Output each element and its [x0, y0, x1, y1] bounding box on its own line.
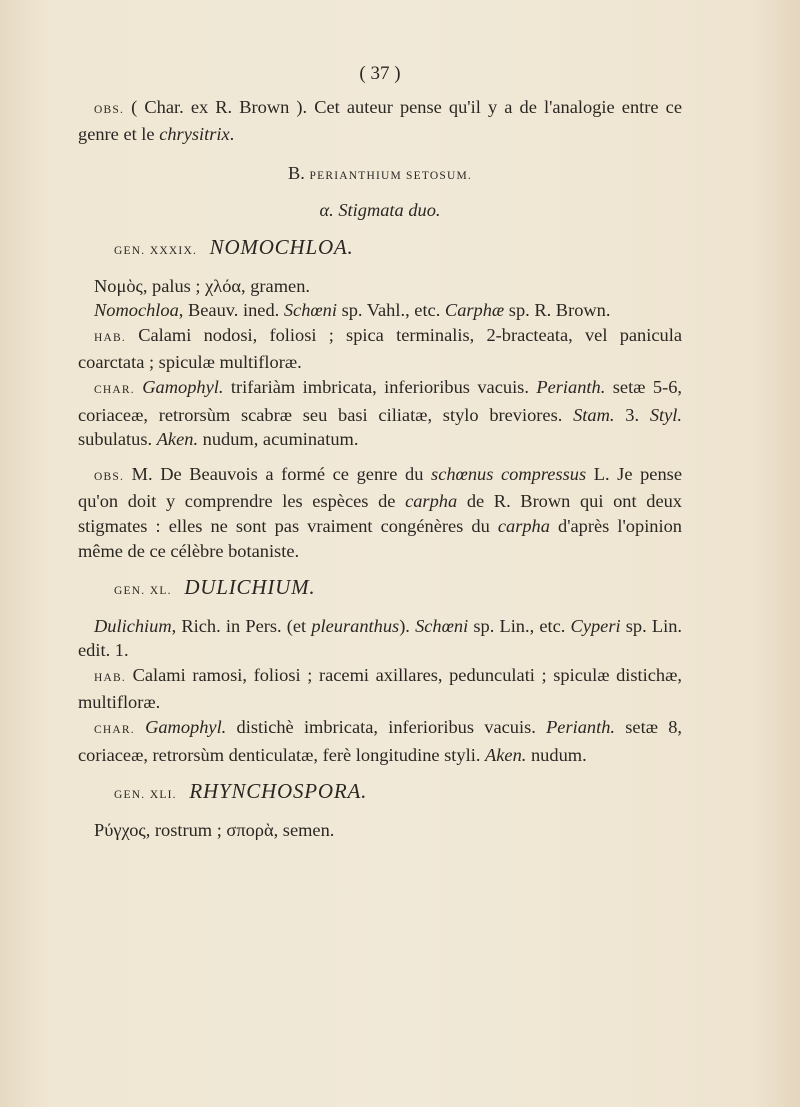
section-heading-b	[78, 161, 682, 189]
char-italic: Styl.	[649, 404, 682, 425]
obs-end: .	[229, 124, 235, 145]
char-text: nudum, acuminatum.	[198, 429, 359, 450]
char-text: setæ 8, coriaceæ, retrorsùm denticulatæ, ferè longitudine styli.	[78, 717, 682, 765]
char-italic: Stam.	[573, 404, 615, 425]
hab-text: Calami nodosi, foliosi ; spica terminalis, 2-bracteata, vel panicula coarctata ; spiculæ multifloræ.	[78, 324, 682, 373]
obs-label: OBS.	[94, 470, 125, 483]
char-label: CHAR.	[94, 383, 135, 396]
section-title: PERIANTHIUM SETOSUM.	[309, 169, 472, 182]
char-text: trifariàm imbricata, inferioribus vacuis.	[223, 376, 537, 397]
char-italic: Aken.	[156, 429, 199, 450]
subsection-title: Stigmata duo.	[338, 200, 441, 221]
char-italic: Perianth.	[546, 717, 616, 738]
synonym-italic: Carphæ	[444, 300, 505, 321]
char-text: nudum.	[526, 744, 587, 765]
char-paragraph	[78, 715, 682, 767]
synonym-text: , Beauv. ined.	[178, 300, 284, 321]
synonym-italic: pleuranthus	[311, 615, 400, 636]
hab-paragraph	[78, 663, 682, 715]
genus-name: RHYNCHOSPORA.	[189, 779, 368, 804]
synonym-text: , Rich. in Pers. (et	[171, 615, 312, 636]
genus-heading-41	[114, 779, 682, 808]
etymology: Νομὸς, palus ; χλόα, gramen.	[94, 275, 310, 296]
synonym-text: sp. Lin. edit. 1.	[78, 615, 683, 661]
text-block	[78, 62, 682, 842]
subsection-heading	[78, 198, 682, 223]
synonym-italic: Nomochloa	[94, 300, 179, 321]
obs-italic: carpha	[405, 491, 458, 512]
char-italic: Aken.	[485, 744, 527, 765]
synonym-italic: Cyperi	[570, 615, 621, 636]
char-text: distichè imbricata, inferioribus vacuis.	[226, 717, 547, 738]
spacer	[78, 452, 682, 462]
obs-paragraph	[78, 95, 682, 147]
synonym-text: ).	[399, 615, 416, 636]
synonyms-paragraph	[78, 614, 682, 663]
char-italic: Gamophyl.	[142, 376, 224, 397]
char-text: subulatus.	[78, 429, 157, 450]
synonym-text: sp. Lin., etc.	[468, 615, 571, 636]
genus-heading-40	[114, 575, 682, 604]
char-paragraph	[78, 375, 682, 452]
section-letter: B.	[288, 162, 305, 183]
hab-text: Calami ramosi, foliosi ; racemi axillares, pedunculati ; spiculæ distichæ, multifloræ.	[78, 664, 682, 713]
char-italic: Perianth.	[536, 376, 606, 397]
hab-label: HAB.	[94, 671, 126, 684]
obs-italic: schœnus compressus	[431, 463, 587, 484]
genus-name: DULICHIUM.	[184, 575, 316, 600]
genus-number: XXXIX.	[149, 244, 198, 257]
synonym-italic: Dulichium	[94, 615, 172, 636]
obs-text: ( Char. ex R. Brown ). Cet auteur pense qu'il y a de l'analogie entre ce genre et le	[78, 96, 682, 145]
obs-paragraph-2	[78, 462, 682, 563]
synonym-italic: Schœni	[415, 615, 469, 636]
synonym-text: sp. R. Brown.	[504, 300, 611, 321]
page-number: ( 37 )	[359, 63, 401, 84]
hab-paragraph	[78, 323, 682, 375]
obs-text: d'après l'opinion même de ce célèbre botaniste.	[78, 515, 683, 561]
char-italic: Gamophyl.	[145, 717, 227, 738]
hab-label: HAB.	[94, 331, 126, 344]
obs-italic: chrysitrix	[159, 124, 230, 145]
genus-name: NOMOCHLOA.	[209, 234, 354, 259]
obs-text: M. De Beauvois a formé ce genre du	[131, 463, 432, 484]
subsection-letter: α.	[319, 200, 334, 221]
genus-tag: GEN.	[114, 789, 146, 802]
char-text: setæ 5-6, coriaceæ, retrorsùm scabræ seu basi ciliatæ, stylo breviores.	[78, 376, 682, 425]
char-text: 3.	[614, 404, 650, 425]
genus-number: XL.	[149, 585, 172, 598]
synonyms-paragraph	[78, 298, 682, 323]
genus-heading-39	[114, 235, 682, 264]
obs-label: OBS.	[94, 103, 125, 116]
char-label: CHAR.	[94, 724, 135, 737]
genus-tag: GEN.	[114, 585, 146, 598]
etymology: Ρύγχος, rostrum ; σπορὰ, semen.	[94, 819, 335, 840]
synonym-text: sp. Vahl., etc.	[336, 300, 445, 321]
synonym-italic: Schœni	[283, 300, 337, 321]
obs-text: de R. Brown qui ont deux stigmates : elles ne sont pas vraiment congénères du	[78, 491, 682, 536]
genus-tag: GEN.	[114, 244, 146, 257]
obs-italic: carpha	[497, 515, 550, 536]
obs-text: L. Je pense qu'on doit y comprendre les espèces de	[78, 463, 682, 512]
genus-number: XLI.	[149, 789, 177, 802]
